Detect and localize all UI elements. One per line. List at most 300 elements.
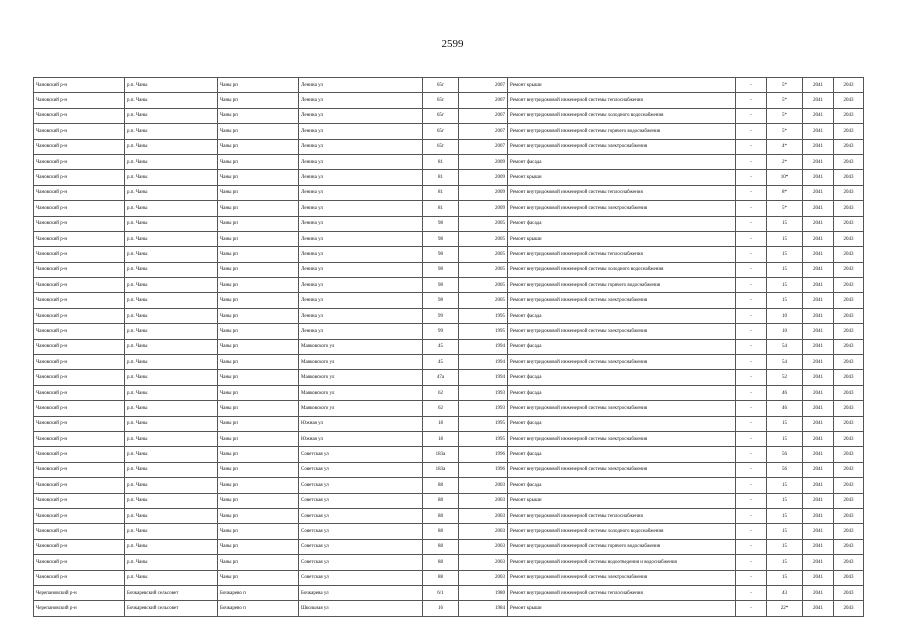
page-number: 2599 [441, 38, 464, 50]
dash-cell: - [736, 247, 767, 262]
house-number-cell: 62 [423, 385, 459, 400]
end-year-cell: 2043 [834, 431, 864, 446]
end-year-cell: 2043 [834, 493, 864, 508]
district-cell: Чановский р-н [34, 231, 125, 246]
house-number-cell: 65г [423, 124, 459, 139]
build-year-cell: 2005 [459, 293, 508, 308]
start-year-cell: 2041 [803, 278, 834, 293]
end-year-cell: 2043 [834, 585, 864, 600]
municipality-cell: р.п. Чаны [125, 124, 218, 139]
house-number-cell: 6/1 [423, 585, 459, 600]
table-row [34, 478, 864, 493]
settlement-cell: Чаны рп [218, 570, 299, 585]
settlement-cell: Чаны рп [218, 462, 299, 477]
wear-cell: 15 [767, 508, 803, 523]
work-type-cell: Ремонт фасада [508, 370, 736, 385]
work-type-cell: Ремонт внутридомовой инженерной системы электроснабжения [508, 355, 736, 370]
end-year-cell: 2043 [834, 339, 864, 354]
district-cell: Чановский р-н [34, 185, 125, 200]
municipality-cell: р.п. Чаны [125, 385, 218, 400]
work-type-cell: Ремонт внутридомовой инженерной системы электроснабжения [508, 324, 736, 339]
wear-cell: 15 [767, 416, 803, 431]
wear-cell: 5* [767, 93, 803, 108]
district-cell: Чановский р-н [34, 216, 125, 231]
work-type-cell: Ремонт внутридомовой инженерной системы электроснабжения [508, 201, 736, 216]
house-number-cell: 88 [423, 493, 459, 508]
dash-cell: - [736, 570, 767, 585]
district-cell: Чановский р-н [34, 170, 125, 185]
settlement-cell: Чаны рп [218, 324, 299, 339]
district-cell: Чановский р-н [34, 447, 125, 462]
wear-cell: 2* [767, 154, 803, 169]
municipality-cell: Бочкаревский сельсовет [125, 585, 218, 600]
table-row [34, 585, 864, 600]
wear-cell: 10 [767, 324, 803, 339]
build-year-cell: 2009 [459, 154, 508, 169]
street-cell: Ленина ул [299, 154, 423, 169]
work-type-cell: Ремонт внутридомовой инженерной системы электроснабжения [508, 431, 736, 446]
municipality-cell: р.п. Чаны [125, 462, 218, 477]
build-year-cell: 1995 [459, 324, 508, 339]
street-cell: Маяковского ул [299, 339, 423, 354]
build-year-cell: 1995 [459, 416, 508, 431]
start-year-cell: 2041 [803, 308, 834, 323]
dash-cell: - [736, 293, 767, 308]
wear-cell: 15 [767, 478, 803, 493]
end-year-cell: 2043 [834, 308, 864, 323]
house-number-cell: 65г [423, 139, 459, 154]
municipality-cell: р.п. Чаны [125, 478, 218, 493]
street-cell: Маяковского ул [299, 370, 423, 385]
start-year-cell: 2041 [803, 262, 834, 277]
district-cell: Чановский р-н [34, 431, 125, 446]
house-number-cell: 88 [423, 478, 459, 493]
end-year-cell: 2043 [834, 247, 864, 262]
municipality-cell: р.п. Чаны [125, 431, 218, 446]
street-cell: Ленина ул [299, 308, 423, 323]
street-cell: Советская ул [299, 555, 423, 570]
wear-cell: 56 [767, 462, 803, 477]
start-year-cell: 2041 [803, 324, 834, 339]
work-type-cell: Ремонт внутридомовой инженерной системы электроснабжения [508, 462, 736, 477]
build-year-cell: 2005 [459, 262, 508, 277]
district-cell: Чановский р-н [34, 108, 125, 123]
start-year-cell: 2041 [803, 216, 834, 231]
settlement-cell: Чаны рп [218, 370, 299, 385]
house-number-cell: 88 [423, 570, 459, 585]
start-year-cell: 2041 [803, 539, 834, 554]
start-year-cell: 2041 [803, 124, 834, 139]
table-row [34, 185, 864, 200]
start-year-cell: 2041 [803, 139, 834, 154]
dash-cell: - [736, 462, 767, 477]
settlement-cell: Чаны рп [218, 355, 299, 370]
municipality-cell: р.п. Чаны [125, 78, 218, 93]
table-row [34, 385, 864, 400]
dash-cell: - [736, 355, 767, 370]
dash-cell: - [736, 431, 767, 446]
settlement-cell: Чаны рп [218, 539, 299, 554]
district-cell: Чановский р-н [34, 278, 125, 293]
work-type-cell: Ремонт внутридомовой инженерной системы теплоснабжения [508, 93, 736, 108]
start-year-cell: 2041 [803, 508, 834, 523]
settlement-cell: Чаны рп [218, 124, 299, 139]
wear-cell: 4* [767, 139, 803, 154]
dash-cell: - [736, 447, 767, 462]
wear-cell: 15 [767, 262, 803, 277]
street-cell: Советская ул [299, 447, 423, 462]
build-year-cell: 2005 [459, 278, 508, 293]
wear-cell: 5* [767, 78, 803, 93]
settlement-cell: Чаны рп [218, 385, 299, 400]
district-cell: Чановский р-н [34, 493, 125, 508]
house-number-cell: 98 [423, 216, 459, 231]
start-year-cell: 2041 [803, 493, 834, 508]
street-cell: Ленина ул [299, 201, 423, 216]
start-year-cell: 2041 [803, 293, 834, 308]
settlement-cell: Чаны рп [218, 170, 299, 185]
dash-cell: - [736, 185, 767, 200]
work-type-cell: Ремонт внутридомовой инженерной системы водоотведения и водоснабжения [508, 555, 736, 570]
wear-cell: 54 [767, 339, 803, 354]
table-row [34, 339, 864, 354]
municipality-cell: р.п. Чаны [125, 201, 218, 216]
street-cell: Советская ул [299, 570, 423, 585]
end-year-cell: 2043 [834, 78, 864, 93]
municipality-cell: р.п. Чаны [125, 570, 218, 585]
build-year-cell: 2009 [459, 170, 508, 185]
municipality-cell: р.п. Чаны [125, 524, 218, 539]
settlement-cell: Бочкарево п [218, 585, 299, 600]
settlement-cell: Чаны рп [218, 524, 299, 539]
end-year-cell: 2043 [834, 355, 864, 370]
street-cell: Ленина ул [299, 293, 423, 308]
build-year-cell: 2007 [459, 93, 508, 108]
dash-cell: - [736, 493, 767, 508]
start-year-cell: 2041 [803, 370, 834, 385]
build-year-cell: 2009 [459, 185, 508, 200]
district-cell: Чановский р-н [34, 555, 125, 570]
municipality-cell: р.п. Чаны [125, 93, 218, 108]
district-cell: Чановский р-н [34, 370, 125, 385]
municipality-cell: р.п. Чаны [125, 170, 218, 185]
wear-cell: 8* [767, 185, 803, 200]
table-row [34, 154, 864, 169]
municipality-cell: р.п. Чаны [125, 370, 218, 385]
house-number-cell: 62 [423, 401, 459, 416]
municipality-cell: р.п. Чаны [125, 493, 218, 508]
district-cell: Чановский р-н [34, 93, 125, 108]
settlement-cell: Чаны рп [218, 401, 299, 416]
house-number-cell: 88 [423, 555, 459, 570]
settlement-cell: Чаны рп [218, 493, 299, 508]
district-cell: Чановский р-н [34, 293, 125, 308]
district-cell: Чановский р-н [34, 478, 125, 493]
work-type-cell: Ремонт крыши [508, 78, 736, 93]
table-row [34, 355, 864, 370]
municipality-cell: р.п. Чаны [125, 216, 218, 231]
table-row [34, 93, 864, 108]
table-row [34, 278, 864, 293]
end-year-cell: 2043 [834, 447, 864, 462]
dash-cell: - [736, 124, 767, 139]
street-cell: Ленина ул [299, 139, 423, 154]
settlement-cell: Чаны рп [218, 262, 299, 277]
street-cell: Школьная ул [299, 601, 423, 616]
dash-cell: - [736, 78, 767, 93]
municipality-cell: р.п. Чаны [125, 139, 218, 154]
table-row [34, 493, 864, 508]
end-year-cell: 2043 [834, 524, 864, 539]
work-type-cell: Ремонт внутридомовой инженерной системы холодного водоснабжения [508, 262, 736, 277]
start-year-cell: 2041 [803, 601, 834, 616]
municipality-cell: р.п. Чаны [125, 293, 218, 308]
street-cell: Ленина ул [299, 93, 423, 108]
dash-cell: - [736, 416, 767, 431]
street-cell: Советская ул [299, 539, 423, 554]
end-year-cell: 2043 [834, 478, 864, 493]
work-type-cell: Ремонт фасада [508, 478, 736, 493]
settlement-cell: Чаны рп [218, 231, 299, 246]
house-number-cell: 98 [423, 247, 459, 262]
street-cell: Маяковского ул [299, 355, 423, 370]
dash-cell: - [736, 524, 767, 539]
street-cell: Ленина ул [299, 78, 423, 93]
wear-cell: 15 [767, 431, 803, 446]
settlement-cell: Чаны рп [218, 508, 299, 523]
build-year-cell: 2007 [459, 124, 508, 139]
municipality-cell: р.п. Чаны [125, 539, 218, 554]
settlement-cell: Чаны рп [218, 247, 299, 262]
dash-cell: - [736, 339, 767, 354]
street-cell: Советская ул [299, 508, 423, 523]
street-cell: Ленина ул [299, 185, 423, 200]
house-number-cell: 18 [423, 416, 459, 431]
table-row [34, 508, 864, 523]
house-number-cell: 183а [423, 447, 459, 462]
dash-cell: - [736, 154, 767, 169]
house-number-cell: 99 [423, 308, 459, 323]
end-year-cell: 2043 [834, 462, 864, 477]
municipality-cell: Бочкаревский сельсовет [125, 601, 218, 616]
house-number-cell: 98 [423, 278, 459, 293]
settlement-cell: Чаны рп [218, 93, 299, 108]
wear-cell: 46 [767, 385, 803, 400]
end-year-cell: 2043 [834, 385, 864, 400]
wear-cell: 15 [767, 278, 803, 293]
table-row [34, 78, 864, 93]
municipality-cell: р.п. Чаны [125, 185, 218, 200]
street-cell: Ленина ул [299, 170, 423, 185]
district-cell: Чановский р-н [34, 324, 125, 339]
house-number-cell: 65г [423, 93, 459, 108]
dash-cell: - [736, 555, 767, 570]
end-year-cell: 2043 [834, 124, 864, 139]
dash-cell: - [736, 139, 767, 154]
municipality-cell: р.п. Чаны [125, 508, 218, 523]
wear-cell: 15 [767, 570, 803, 585]
end-year-cell: 2043 [834, 108, 864, 123]
district-cell: Чановский р-н [34, 154, 125, 169]
start-year-cell: 2041 [803, 416, 834, 431]
end-year-cell: 2043 [834, 508, 864, 523]
work-type-cell: Ремонт фасада [508, 308, 736, 323]
street-cell: Ленина ул [299, 324, 423, 339]
municipality-cell: р.п. Чаны [125, 355, 218, 370]
street-cell: Маяковского ул [299, 385, 423, 400]
start-year-cell: 2041 [803, 185, 834, 200]
repair-schedule-table [33, 77, 864, 617]
build-year-cell: 2005 [459, 231, 508, 246]
start-year-cell: 2041 [803, 524, 834, 539]
municipality-cell: р.п. Чаны [125, 555, 218, 570]
district-cell: Чановский р-н [34, 416, 125, 431]
settlement-cell: Бочкарево п [218, 601, 299, 616]
dash-cell: - [736, 262, 767, 277]
start-year-cell: 2041 [803, 231, 834, 246]
work-type-cell: Ремонт крыши [508, 231, 736, 246]
build-year-cell: 2003 [459, 555, 508, 570]
table-row [34, 462, 864, 477]
street-cell: Советская ул [299, 524, 423, 539]
build-year-cell: 2003 [459, 539, 508, 554]
dash-cell: - [736, 370, 767, 385]
district-cell: Чановский р-н [34, 524, 125, 539]
wear-cell: 15 [767, 231, 803, 246]
street-cell: Советская ул [299, 462, 423, 477]
end-year-cell: 2043 [834, 555, 864, 570]
build-year-cell: 1994 [459, 339, 508, 354]
house-number-cell: 47а [423, 370, 459, 385]
end-year-cell: 2043 [834, 231, 864, 246]
house-number-cell: 18 [423, 431, 459, 446]
street-cell: Ленина ул [299, 231, 423, 246]
municipality-cell: р.п. Чаны [125, 262, 218, 277]
build-year-cell: 2009 [459, 201, 508, 216]
house-number-cell: 81 [423, 185, 459, 200]
work-type-cell: Ремонт фасада [508, 339, 736, 354]
wear-cell: 15 [767, 555, 803, 570]
start-year-cell: 2041 [803, 385, 834, 400]
end-year-cell: 2043 [834, 154, 864, 169]
street-cell: Ленина ул [299, 262, 423, 277]
end-year-cell: 2043 [834, 185, 864, 200]
dash-cell: - [736, 170, 767, 185]
end-year-cell: 2043 [834, 601, 864, 616]
end-year-cell: 2043 [834, 370, 864, 385]
street-cell: Ленина ул [299, 124, 423, 139]
end-year-cell: 2043 [834, 201, 864, 216]
settlement-cell: Чаны рп [218, 431, 299, 446]
table-row [34, 555, 864, 570]
work-type-cell: Ремонт внутридомовой инженерной системы горячего водоснабжения [508, 278, 736, 293]
end-year-cell: 2043 [834, 93, 864, 108]
work-type-cell: Ремонт внутридомовой инженерной системы теплоснабжения [508, 508, 736, 523]
street-cell: Советская ул [299, 478, 423, 493]
build-year-cell: 2005 [459, 216, 508, 231]
start-year-cell: 2041 [803, 78, 834, 93]
start-year-cell: 2041 [803, 462, 834, 477]
end-year-cell: 2043 [834, 570, 864, 585]
start-year-cell: 2041 [803, 108, 834, 123]
dash-cell: - [736, 108, 767, 123]
start-year-cell: 2041 [803, 93, 834, 108]
table-row [34, 570, 864, 585]
work-type-cell: Ремонт внутридомовой инженерной системы электроснабжения [508, 293, 736, 308]
street-cell: Ленина ул [299, 216, 423, 231]
wear-cell: 10 [767, 308, 803, 323]
house-number-cell: 98 [423, 262, 459, 277]
dash-cell: - [736, 601, 767, 616]
district-cell: Чановский р-н [34, 247, 125, 262]
work-type-cell: Ремонт внутридомовой инженерной системы теплоснабжения [508, 247, 736, 262]
district-cell: Чановский р-н [34, 508, 125, 523]
build-year-cell: 2007 [459, 108, 508, 123]
build-year-cell: 2003 [459, 508, 508, 523]
build-year-cell: 1993 [459, 401, 508, 416]
district-cell: Черепановский р-н [34, 585, 125, 600]
work-type-cell: Ремонт внутридомовой инженерной системы теплоснабжения [508, 185, 736, 200]
municipality-cell: р.п. Чаны [125, 339, 218, 354]
table-row [34, 601, 864, 616]
street-cell: Советская ул [299, 493, 423, 508]
settlement-cell: Чаны рп [218, 216, 299, 231]
district-cell: Чановский р-н [34, 262, 125, 277]
dash-cell: - [736, 385, 767, 400]
wear-cell: 10* [767, 170, 803, 185]
table-row [34, 539, 864, 554]
district-cell: Чановский р-н [34, 401, 125, 416]
end-year-cell: 2043 [834, 539, 864, 554]
work-type-cell: Ремонт крыши [508, 493, 736, 508]
build-year-cell: 2003 [459, 478, 508, 493]
settlement-cell: Чаны рп [218, 108, 299, 123]
start-year-cell: 2041 [803, 201, 834, 216]
settlement-cell: Чаны рп [218, 154, 299, 169]
work-type-cell: Ремонт внутридомовой инженерной системы холодного водоснабжения [508, 524, 736, 539]
wear-cell: 5* [767, 201, 803, 216]
house-number-cell: 81 [423, 154, 459, 169]
municipality-cell: р.п. Чаны [125, 231, 218, 246]
wear-cell: 52 [767, 370, 803, 385]
settlement-cell: Чаны рп [218, 339, 299, 354]
table-row [34, 170, 864, 185]
end-year-cell: 2043 [834, 278, 864, 293]
house-number-cell: 16 [423, 601, 459, 616]
dash-cell: - [736, 278, 767, 293]
table-row [34, 201, 864, 216]
wear-cell: 15 [767, 524, 803, 539]
wear-cell: 15 [767, 216, 803, 231]
wear-cell: 15 [767, 539, 803, 554]
house-number-cell: 99 [423, 324, 459, 339]
start-year-cell: 2041 [803, 247, 834, 262]
build-year-cell: 2005 [459, 247, 508, 262]
settlement-cell: Чаны рп [218, 78, 299, 93]
dash-cell: - [736, 231, 767, 246]
build-year-cell: 2007 [459, 139, 508, 154]
house-number-cell: 45 [423, 339, 459, 354]
work-type-cell: Ремонт фасада [508, 154, 736, 169]
build-year-cell: 2003 [459, 570, 508, 585]
district-cell: Чановский р-н [34, 570, 125, 585]
municipality-cell: р.п. Чаны [125, 247, 218, 262]
dash-cell: - [736, 478, 767, 493]
wear-cell: 5* [767, 124, 803, 139]
district-cell: Чановский р-н [34, 201, 125, 216]
work-type-cell: Ремонт фасада [508, 216, 736, 231]
settlement-cell: Чаны рп [218, 416, 299, 431]
